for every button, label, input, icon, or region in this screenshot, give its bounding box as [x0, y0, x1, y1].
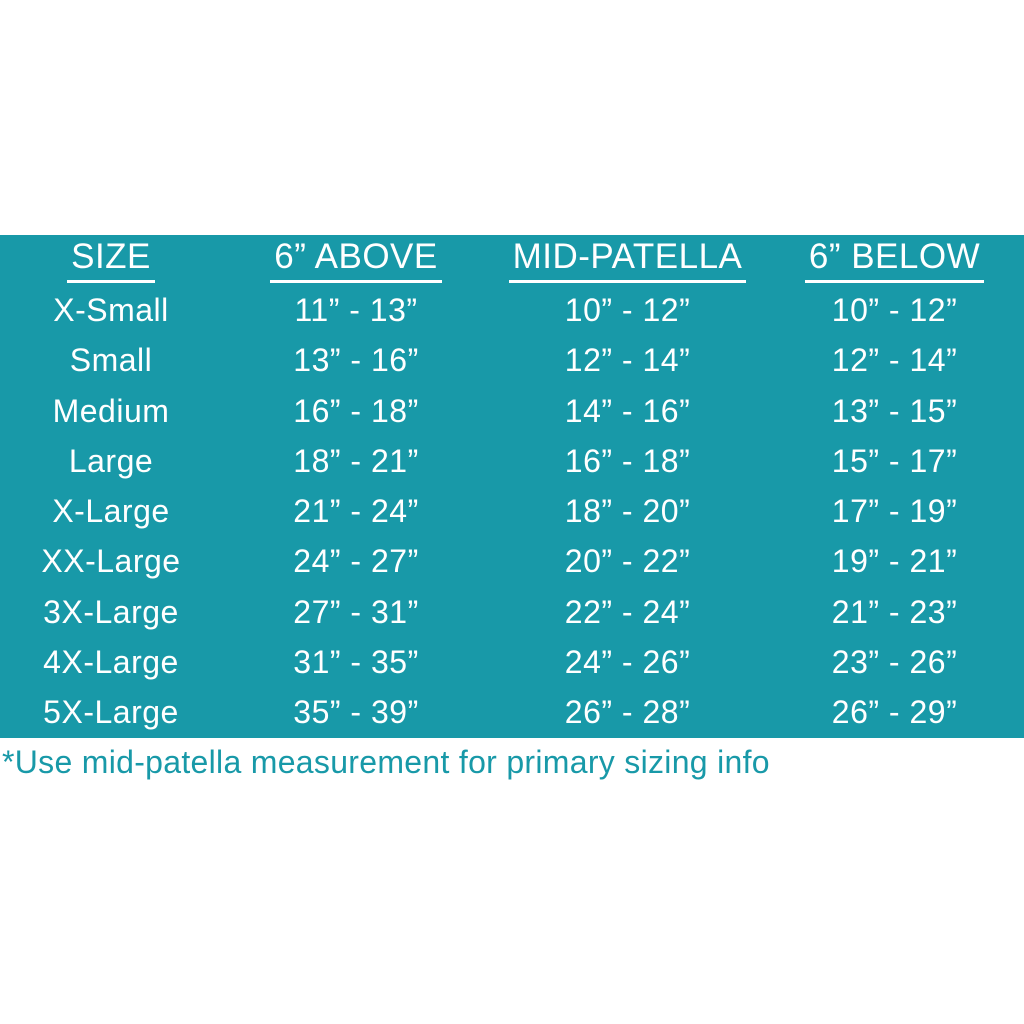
column-header-mid-patella-label: MID-PATELLA	[509, 237, 747, 283]
table-cell-size: 3X-Large	[43, 593, 179, 630]
table-cell-above: 18” - 21”	[293, 442, 419, 479]
table-cell-size: Small	[69, 342, 153, 379]
table-cell-size: 5X-Large	[43, 694, 179, 731]
table-cell-mid: 16” - 18”	[564, 442, 691, 479]
table-cell-size: 4X-Large	[43, 644, 179, 681]
table-cell-size: X-Large	[52, 493, 170, 530]
table-cell-above: 24” - 27”	[293, 543, 419, 580]
table-cell-below: 13” - 15”	[831, 392, 958, 429]
table-cell-below: 21” - 23”	[831, 593, 958, 630]
table-cell-above: 27” - 31”	[293, 593, 419, 630]
size-table	[0, 235, 1024, 738]
footnote: *Use mid-patella measurement for primary sizing info	[2, 744, 770, 780]
table-cell-mid: 26” - 28”	[564, 694, 691, 731]
table-cell-below: 26” - 29”	[831, 694, 958, 731]
table-cell-above: 31” - 35”	[293, 644, 419, 681]
column-header-6-above-label: 6” ABOVE	[270, 237, 442, 283]
table-cell-mid: 10” - 12”	[564, 291, 691, 328]
table-cell-size: XX-Large	[41, 543, 181, 580]
table-cell-below: 15” - 17”	[831, 442, 958, 479]
table-cell-above: 35” - 39”	[293, 694, 419, 731]
table-cell-mid: 18” - 20”	[564, 493, 691, 530]
table-cell-size: Medium	[52, 392, 170, 429]
table-cell-size: Large	[68, 442, 154, 479]
column-header-6-below-label: 6” BELOW	[805, 237, 984, 283]
table-cell-mid: 20” - 22”	[564, 543, 691, 580]
column-header-6-below	[765, 235, 1024, 285]
column-header-size	[0, 235, 222, 285]
table-cell-below: 10” - 12”	[831, 291, 958, 328]
table-cell-above: 21” - 24”	[293, 493, 419, 530]
table-cell-above: 11” - 13”	[294, 291, 418, 328]
table-cell-above: 16” - 18”	[293, 392, 419, 429]
column-header-size-label: SIZE	[67, 237, 155, 283]
table-cell-mid: 12” - 14”	[564, 342, 691, 379]
table-cell-above: 13” - 16”	[293, 342, 419, 379]
table-cell-mid: 24” - 26”	[564, 644, 691, 681]
table-cell-below: 19” - 21”	[831, 543, 958, 580]
size-table-panel	[0, 235, 1024, 738]
column-header-6-above	[222, 235, 490, 285]
table-cell-below: 17” - 19”	[831, 493, 958, 530]
table-cell-mid: 14” - 16”	[564, 392, 691, 429]
table-cell-below: 23” - 26”	[831, 644, 958, 681]
table-cell-below: 12” - 14”	[831, 342, 958, 379]
column-header-mid-patella	[490, 235, 765, 285]
table-cell-mid: 22” - 24”	[564, 593, 691, 630]
table-cell-size: X-Small	[53, 291, 169, 328]
